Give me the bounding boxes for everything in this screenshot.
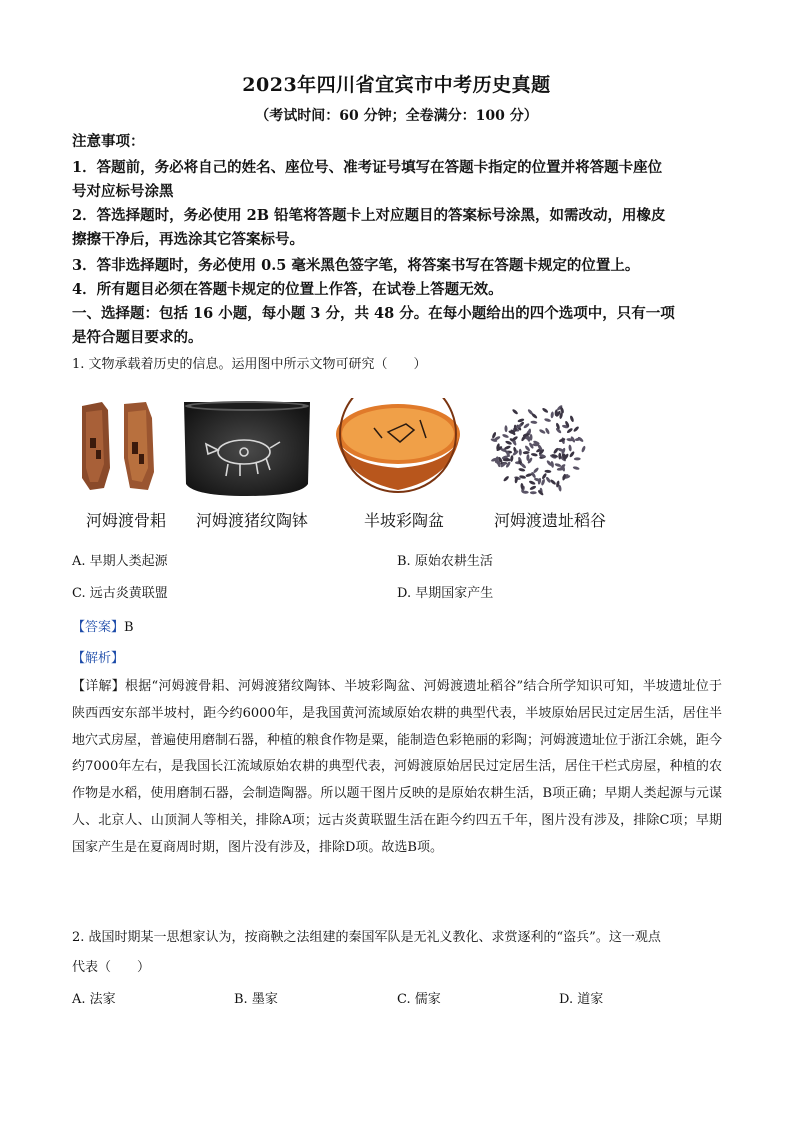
answer-line <box>72 616 134 635</box>
option-d: D. 道家 <box>559 992 604 1007</box>
option-b: B. 墨家 <box>234 992 278 1007</box>
option-b: B. 原始农耕生活 <box>397 554 493 569</box>
notice-item: 擦擦干净后，再选涂其它答案标号。 <box>72 231 304 248</box>
answer-tag: 【答案】 <box>72 620 125 635</box>
option-a: A. 法家 <box>72 992 116 1007</box>
question-2-stem: 代表（ ） <box>72 960 151 975</box>
notice-heading: 注意事项： <box>72 133 145 150</box>
option-c: C. 远古炎黄联盟 <box>72 586 168 601</box>
rice-grains-image <box>482 398 594 498</box>
notice-item: 4．所有题目必须在答题卡规定的位置上作答，在试卷上答题无效。 <box>72 281 503 298</box>
question-2-stem: 2. 战国时期某一思想家认为，按商鞅之法组建的秦国军队是无礼义教化、求赏逐利的“盗兵”。这一观点 <box>72 930 661 945</box>
analysis-tag: 【解析】 <box>72 651 125 666</box>
option-d: D. 早期国家产生 <box>397 586 494 601</box>
notice-item: 2．答选择题时，务必使用 2B 铅笔将答题卡上对应题目的答案标号涂黑，如需改动，用橡皮 <box>72 207 666 224</box>
exam-subtitle: （考试时间：60 分钟；全卷满分：100 分） <box>255 108 538 124</box>
banpo-painted-basin-image <box>334 398 462 498</box>
notice-item: 号对应标号涂黑 <box>72 183 174 200</box>
pig-pattern-pottery-image <box>180 398 314 498</box>
figure-caption: 河姆渡遗址稻谷 <box>493 511 606 530</box>
section-heading: 一、选择题：包括 16 小题，每小题 3 分，共 48 分。在每小题给出的四个选项中，只有一项 <box>72 305 675 322</box>
option-a: A. 早期人类起源 <box>72 554 168 569</box>
figure-caption: 河姆渡骨耜 <box>85 511 166 530</box>
section-heading: 是符合题目要求的。 <box>72 329 203 346</box>
option-c: C. 儒家 <box>397 992 441 1007</box>
question-1-stem: 1. 文物承载着历史的信息。运用图中所示文物可研究（ ） <box>72 357 427 372</box>
detail-explanation: 【详解】根据“河姆渡骨耜、河姆渡猪纹陶钵、半坡彩陶盆、河姆渡遗址稻谷”结合所学知识可知，半坡遗址位于陕西西安东部半坡村，距今约6000年，是我国黄河流域原始农耕的典型代表，半坡原始居民过定居生活，居住半地穴式房屋，普遍使用磨制石器，种植的粮食作物是粟，能制造色彩艳丽的彩陶；河姆渡遗址位于浙江余姚，距今约7000年左右，是我国长江流域原始农耕的典型代表，河姆渡原始居民过定居生活，居住干栏式房屋，种植的农作物是水稻，使用磨制石器，会制造陶器。所以题干图片反映的是原始农耕生活，B项正确；早期人类起源与元谋人、北京人、山顶洞人等相关，排除A项；远古炎黄联盟生活在距今约四五千年，图片没有涉及，排除C项；早期国家产生是在夏商周时期，图片没有涉及，排除D项。故选B项。 <box>72 679 723 855</box>
page-title: 2023年四川省宜宾市中考历史真题 <box>242 74 551 96</box>
figure-caption: 河姆渡猪纹陶钵 <box>195 511 308 530</box>
notice-item: 3．答非选择题时，务必使用 0.5 毫米黑色签字笔，将答案书写在答题卡规定的位置上。 <box>72 257 640 274</box>
notice-item: 1．答题前，务必将自己的姓名、座位号、准考证号填写在答题卡指定的位置并将答题卡座位 <box>72 159 663 176</box>
figure-caption: 半坡彩陶盆 <box>363 511 444 530</box>
answer-value: B <box>124 620 134 635</box>
